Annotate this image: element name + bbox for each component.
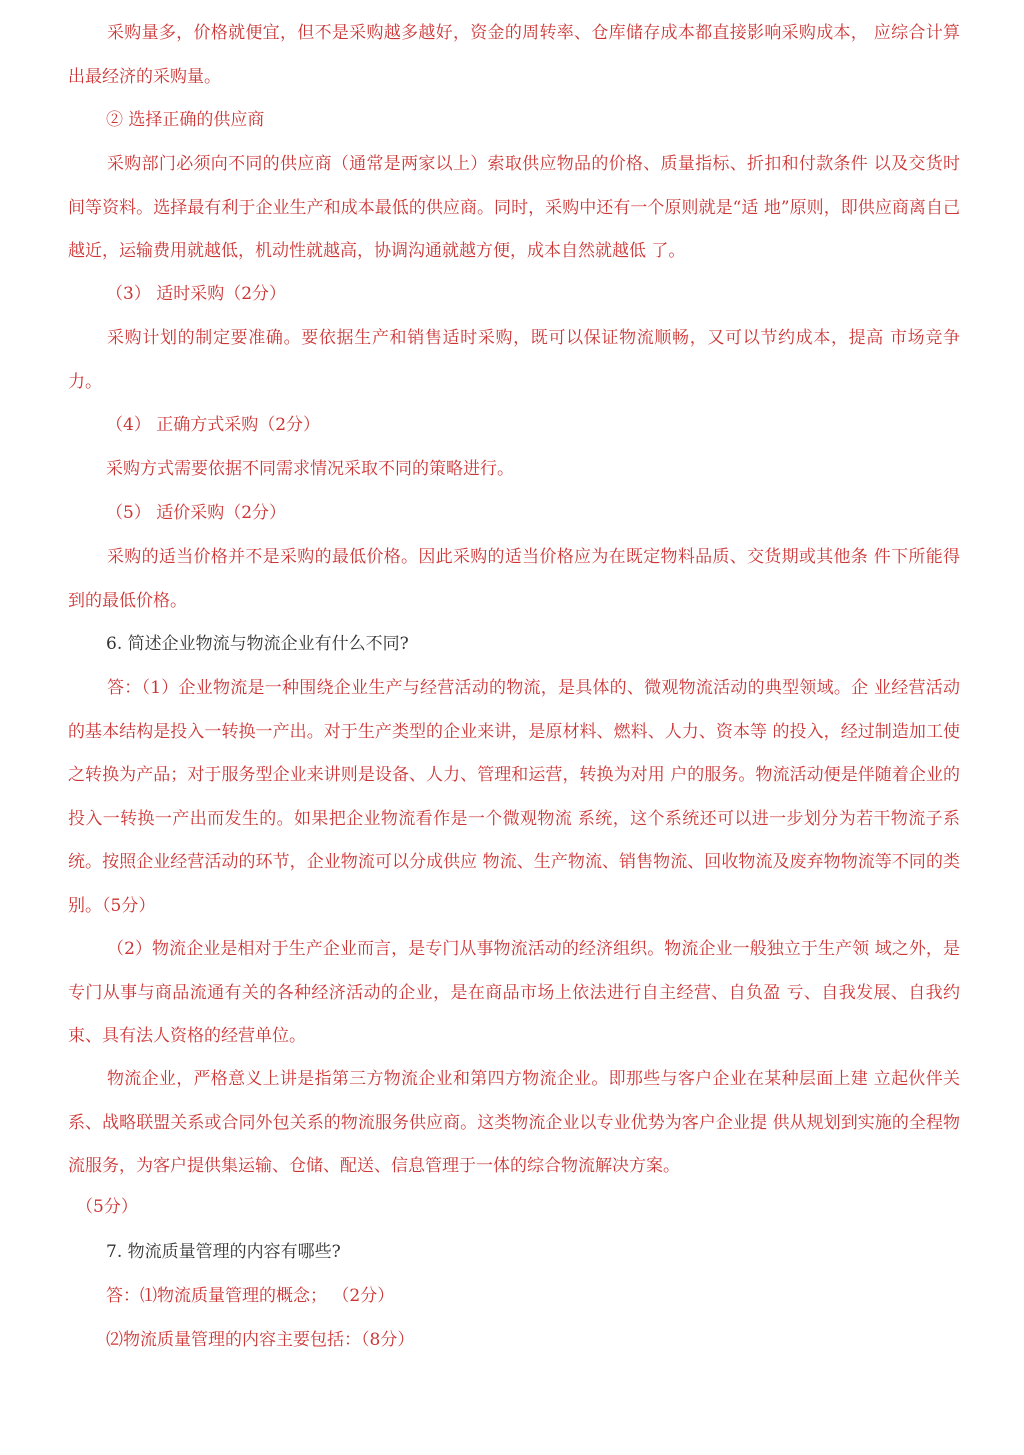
heading-choose-supplier: ② 选择正确的供应商 — [106, 110, 265, 130]
paragraph-supplier: 采购部门必须向不同的供应商（通常是两家以上）索取供应物品的价格、质量指标、折扣和付款条件 以及交货时间等资料。选择最有利于企业生产和成本最低的供应商。同时，采购中还有一个原则就是“适 地”原则，即供应商离自己越近，运输费用就越低，机动性就越高，协调沟通就越方便，成本自然就越低 了。 — [68, 154, 960, 262]
answer-6-part-1: 答：（1）企业物流是一种围绕企业生产与经营活动的物流，是具体的、微观物流活动的典型领域。企 业经营活动的基本结构是投入一转换一产出。对于生产类型的企业来讲，是原材料、燃料、人力、资本等 的投入，经过制造加工使之转换为产品；对于服务型企业来讲则是设备、人力、管理和运营，转换为对用 户的服务。物流活动便是伴随着企业的投入一转换一产出而发生的。如果把企业物流看作是一个微观物流 系统，这个系统还可以进一步划分为若干物流子系统。按照企业经营活动的环节，企业物流可以分成供应 物流、生产物流、销售物流、回收物流及废弃物物流等不同的类别。（5分） — [68, 678, 960, 916]
answer-6-part-3: 物流企业，严格意义上讲是指第三方物流企业和第四方物流企业。即那些与客户企业在某种层面上建 立起伙伴关系、战略联盟关系或合同外包关系的物流服务供应商。这类物流企业以专业优势为客户企业提 供从规划到实施的全程物流服务，为客户提供集运输、仓储、配送、信息管理于一体的综合物流解决方案。 — [68, 1069, 960, 1177]
paragraph-purchase-quantity: 采购量多，价格就便宜，但不是采购越多越好，资金的周转率、仓库储存成本都直接影响采购成本， 应综合计算出最经济的采购量。 — [68, 23, 960, 87]
heading-correct-method: （4） 正确方式采购（2分） — [106, 415, 321, 435]
paragraph-timely-purchase: 采购计划的制定要准确。要依据生产和销售适时采购，既可以保证物流顺畅，又可以节约成本，提高 市场竞争力。 — [68, 328, 960, 392]
question-7: 7. 物流质量管理的内容有哪些? — [106, 1242, 341, 1262]
heading-timely-purchase: （3） 适时采购（2分） — [106, 284, 287, 304]
answer-7-part-1: 答：⑴物流质量管理的概念； （2分） — [106, 1286, 395, 1306]
question-6: 6. 简述企业物流与物流企业有什么不同? — [106, 634, 409, 654]
answer-6-part-2: （2）物流企业是相对于生产企业而言，是专门从事物流活动的经济组织。物流企业一般独立于生产领 域之外，是专门从事与商品流通有关的各种经济活动的企业，是在商品市场上依法进行自主经营、自负盈 亏、自我发展、自我约束、具有法人资格的经营单位。 — [68, 939, 960, 1047]
heading-fair-price: （5） 适价采购（2分） — [106, 503, 287, 523]
answer-6-score: （5分） — [76, 1197, 138, 1217]
answer-7-part-2: ⑵物流质量管理的内容主要包括：（8分） — [106, 1330, 415, 1350]
paragraph-correct-method: 采购方式需要依据不同需求情况采取不同的策略进行。 — [106, 459, 514, 479]
paragraph-fair-price: 采购的适当价格并不是采购的最低价格。因此采购的适当价格应为在既定物料品质、交货期或其他条 件下所能得到的最低价格。 — [68, 547, 960, 611]
